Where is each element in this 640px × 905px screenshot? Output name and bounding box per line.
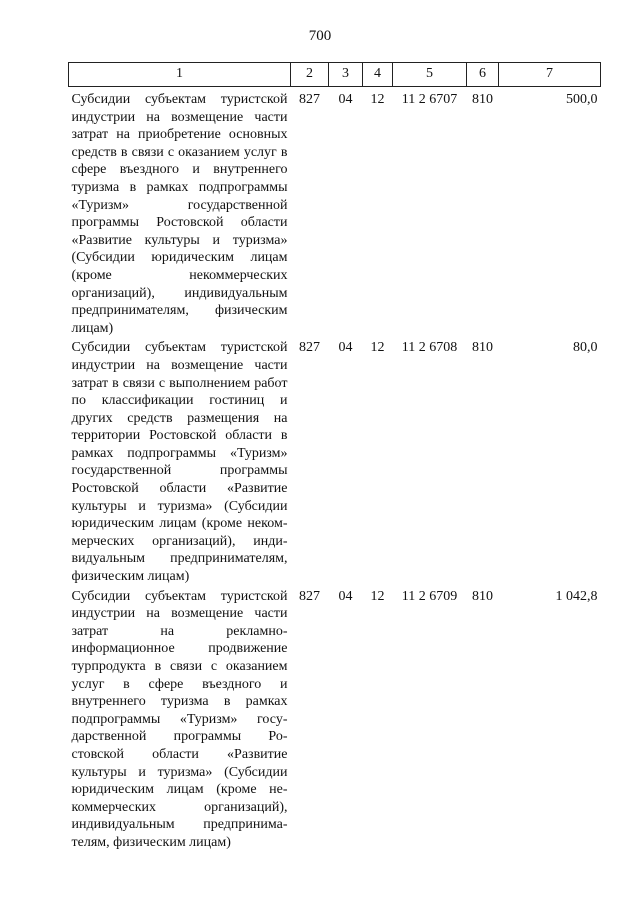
budget-table <box>68 62 601 852</box>
table-row <box>69 337 601 585</box>
row-col-2: 827 <box>299 92 320 107</box>
row-col-5: 11 2 6709 <box>401 588 458 604</box>
row-description: Субсидии субъектам туристской индустрии на возмещение части затрат на приобретение основных средств в связи с оказанием услуг в сфере въездного и внутреннего туризма в рамках подпрограммы «Туризм» государственной программы Ростовской области «Развитие культуры и туризма» (Субсидии юридическим лицам (кроме некоммерческих организаций), индивидуальным предпринимателям, физическим лицам) <box>71 92 288 336</box>
header-col-6: 6 <box>467 63 499 87</box>
row-col-5: 11 2 6708 <box>401 340 458 356</box>
header-col-7: 7 <box>499 63 601 87</box>
row-col-7: 80,0 <box>573 340 598 356</box>
row-col-2: 827 <box>299 340 320 356</box>
header-col-5: 5 <box>393 63 467 87</box>
table-row <box>69 586 601 852</box>
row-col-6: 810 <box>472 92 493 107</box>
header-col-3: 3 <box>329 63 363 87</box>
row-col-2: 827 <box>299 588 320 604</box>
row-col-5: 11 2 6707 <box>401 92 458 107</box>
header-col-1: 1 <box>69 63 291 87</box>
row-col-3: 04 <box>338 92 353 107</box>
row-col-3: 04 <box>338 340 353 356</box>
row-col-4: 12 <box>370 92 385 107</box>
table-row <box>69 87 601 338</box>
header-col-4: 4 <box>363 63 393 87</box>
row-col-3: 04 <box>338 588 353 604</box>
row-col-7: 500,0 <box>566 92 598 107</box>
row-col-7: 1 042,8 <box>555 588 598 604</box>
table-header-row <box>69 63 601 87</box>
header-col-2: 2 <box>291 63 329 87</box>
row-col-6: 810 <box>472 588 493 604</box>
row-description: Субсидии субъектам туристской индустрии на возмещение части затрат на рекламно-информационное продвижение турпродукта в связи с оказанием услуг в сфере въездного и внутреннего туризма в рамках подпрограммы «Туризм» государственной программы Ростовской области «Развитие культуры и туризма» (Субсидии юридическим лицам (кроме некоммерческих организаций), индивидуальным предпринимателям, физическим лицам) <box>71 588 288 850</box>
row-col-6: 810 <box>472 340 493 356</box>
page-number: 700 <box>308 28 332 44</box>
row-col-4: 12 <box>370 340 385 356</box>
row-col-4: 12 <box>370 588 385 604</box>
row-description: Субсидии субъектам туристской индустрии на возмещение части затрат в связи с выполнением работ по классификации гостиниц и других средств размещения на территории Ростовской области в рамках подпрограммы «Туризм» государственной программы Ростовской области «Развитие культуры и туризма» (Субсидии юридическим лицам (кроме некоммерческих организаций), индивидуальным предпринимателям, физическим лицам) <box>71 340 288 585</box>
